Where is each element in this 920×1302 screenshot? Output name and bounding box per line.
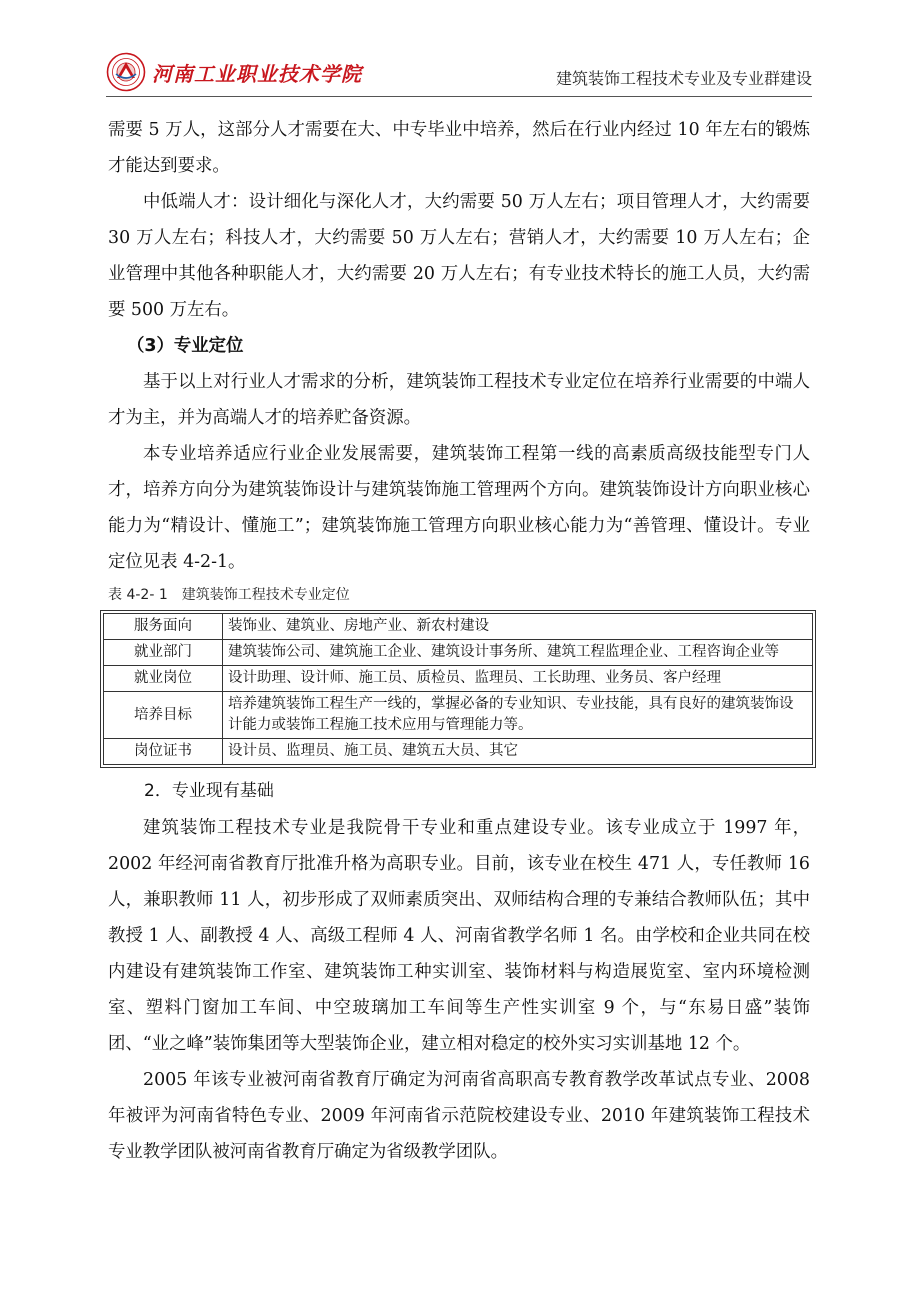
row-label: 服务面向 [104, 614, 223, 640]
row-content: 设计助理、设计师、施工员、质检员、监理员、工长助理、业务员、客户经理 [223, 666, 813, 692]
positioning-table [103, 613, 813, 765]
section-heading-existing-foundation: 2．专业现有基础 [144, 781, 274, 801]
page-content [108, 112, 810, 1170]
row-label: 就业岗位 [104, 666, 223, 692]
section-heading-positioning: （3）专业定位 [127, 336, 244, 356]
paragraph-talent-demand-cont: 需要 5 万人，这部分人才需要在大、中专毕业中培养，然后在行业内经过 10 年左右的锻炼才能达到要求。 [108, 120, 810, 176]
paragraph-mid-low-talent: 中低端人才：设计细化与深化人才，大约需要 50 万人左右；项目管理人才，大约需要 30 万人左右；科技人才，大约需要 50 万人左右；营销人才，大约需要 10 万人左右；企业管理中其他各种职能人才，大约需要 20 万人左右；有专业技术特长的施工人员，大约需要 500 万左右。 [108, 192, 810, 320]
paragraph-program-honors: 2005 年该专业被河南省教育厅确定为河南省高职高专教育教学改革试点专业、2008 年被评为河南省特色专业、2009 年河南省示范院校建设专业、2010 年建筑装饰工程技术专业教学团队被河南省教育厅确定为省级教学团队。 [108, 1070, 810, 1162]
table-row [104, 640, 813, 666]
page-header [106, 46, 812, 100]
row-content: 建筑装饰公司、建筑施工企业、建筑设计事务所、建筑工程监理企业、工程咨询企业等 [223, 640, 813, 666]
row-content: 培养建筑装饰工程生产一线的，掌握必备的专业知识、专业技能，具有良好的建筑装饰设计能力或装饰工程施工技术应用与管理能力等。 [223, 692, 813, 739]
row-label: 岗位证书 [104, 739, 223, 765]
row-label: 就业部门 [104, 640, 223, 666]
document-running-title: 建筑装饰工程技术专业及专业群建设 [555, 69, 812, 88]
header-divider [106, 96, 812, 97]
paragraph-positioning-basis: 基于以上对行业人才需求的分析，建筑装饰工程技术专业定位在培养行业需要的中端人才为主，并为高端人才的培养贮备资源。 [108, 372, 810, 428]
table-row [104, 614, 813, 640]
paragraph-program-foundation: 建筑装饰工程技术专业是我院骨干专业和重点建设专业。该专业成立于 1997 年，2002 年经河南省教育厅批准升格为高职专业。目前，该专业在校生 471 人，专任教师 16 人，兼职教师 11 人，初步形成了双师素质突出、双师结构合理的专兼结合教师队伍；其中教授 1 人、副教授 4 人、高级工程师 4 人、河南省教学名师 1 名。由学校和企业共同在校内建设有建筑装饰工作室、建筑装饰工种实训室、装饰材料与构造展览室、室内环境检测室、塑料门窗加工车间、中空玻璃加工车间等生产性实训室 9 个，与“东易日盛”装饰团、“业之峰”装饰集团等大型装饰企业，建立相对稳定的校外实习实训基地 12 个。 [108, 818, 810, 1054]
row-content: 设计员、监理员、施工员、建筑五大员、其它 [223, 739, 813, 765]
table-caption: 表 4-2- 1 建筑装饰工程技术专业定位 [108, 587, 350, 603]
college-name-logo: 河南工业职业技术学院 [152, 62, 362, 86]
paragraph-training-direction: 本专业培养适应行业企业发展需要，建筑装饰工程第一线的高素质高级技能型专门人才，培养方向分为建筑装饰设计与建筑装饰施工管理两个方向。建筑装饰设计方向职业核心能力为“精设计、懂施工”；建筑装饰施工管理方向职业核心能力为“善管理、懂设计。专业定位见表 4-2-1。 [108, 444, 810, 572]
table-row [104, 739, 813, 765]
table-row [104, 692, 813, 739]
positioning-table-frame [100, 610, 816, 768]
row-label: 培养目标 [104, 692, 223, 739]
row-content: 装饰业、建筑业、房地产业、新农村建设 [223, 614, 813, 640]
table-row [104, 666, 813, 692]
college-emblem-icon [106, 52, 146, 92]
